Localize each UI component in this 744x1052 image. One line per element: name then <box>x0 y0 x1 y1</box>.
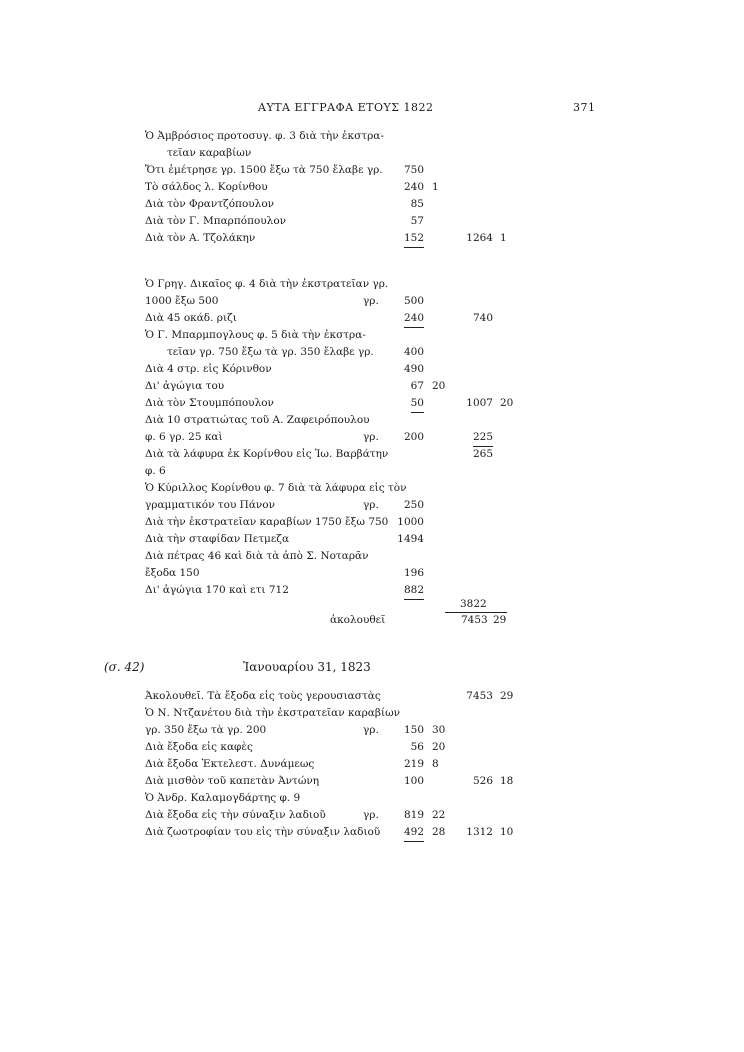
total-fraction: 20 <box>500 397 514 409</box>
total-amount: 7453 <box>466 690 493 702</box>
entry-text: Ἀκολουθεῖ. Τὰ ἔξοδα εἰς τοὺς γερουσιαστὰς <box>145 690 381 702</box>
ledger-row <box>145 230 545 247</box>
ledger-row <box>145 162 545 179</box>
ledger-row <box>145 395 545 412</box>
amount: 400 <box>403 346 424 358</box>
entry-text: Ὁ Κύριλλος Κορίνθου φ. 7 διὰ τὰ λάφυρα εἰς τὸν <box>145 482 407 494</box>
currency-label: γρ. <box>363 499 379 511</box>
amount: 196 <box>403 567 424 579</box>
entry-text: Ὅτι ἐμέτρησε γρ. 1500 ἔξω τὰ 750 ἔλαβε γρ. <box>145 164 383 176</box>
amount-fraction: 20 <box>432 741 446 753</box>
running-header: ΑΥΤΑ ΕΓΓΡΑΦΑ ΕΤΟΥΣ 1822 <box>258 101 434 114</box>
entry-text: Διὰ 4 στρ. εἰς Κόρινθον <box>145 363 272 375</box>
total-amount: 526 <box>472 775 493 787</box>
entry-text: Ὁ Ἀνδρ. Καλαμογδάρτης φ. 9 <box>145 792 301 804</box>
amount: 882 <box>404 582 424 600</box>
ledger-row <box>145 480 545 497</box>
ledger-row <box>145 582 545 599</box>
amount: 819 <box>403 809 424 821</box>
entry-text: Ὁ Γρηγ. Δικαῖος φ. 4 διὰ τὴν ἐκστρατεῖαν γρ. <box>145 278 389 290</box>
entry-text: Διὰ τὴν σταφίδαν Πετμεζα <box>145 533 290 545</box>
ledger-block-2 <box>145 276 545 599</box>
ledger-row <box>145 344 545 361</box>
ledger-block-3 <box>145 688 545 841</box>
amount: 500 <box>403 295 424 307</box>
amount-fraction: 28 <box>432 826 446 838</box>
subtotal: 3822 <box>460 598 487 610</box>
entry-text: γρ. 350 ἔξω τὰ γρ. 200 <box>145 724 267 736</box>
amount: 152 <box>404 230 424 248</box>
page-number: 371 <box>573 101 596 114</box>
currency-label: γρ. <box>363 724 379 736</box>
entry-text: Δι' ἀγώγια του <box>145 380 225 392</box>
total-amount: 265 <box>472 448 493 460</box>
currency-label: γρ. <box>363 431 379 443</box>
ledger-row <box>145 807 545 824</box>
amount: 85 <box>410 198 424 210</box>
entry-text: τεῖαν γρ. 750 ἔξω τὰ γρ. 350 ἔλαβε γρ. <box>167 346 374 358</box>
amount-fraction: 20 <box>432 380 446 392</box>
amount: 250 <box>403 499 424 511</box>
entry-text: Διὰ ζωοτροφίαν του εἰς τὴν σύναξιν λαδιοῦ <box>145 826 381 838</box>
amount: 1000 <box>397 516 424 528</box>
ledger-row <box>145 213 545 230</box>
ledger-row <box>145 824 545 841</box>
total-amount: 740 <box>472 312 493 324</box>
amount: 492 <box>404 824 424 842</box>
entry-text: Διὰ τὸν Φραντζόπουλον <box>145 198 275 210</box>
ledger-row <box>145 688 545 705</box>
amount-fraction: 22 <box>432 809 446 821</box>
entry-text: Ὁ Ἀμβρόσιος προτοσυγ. φ. 3 διὰ τὴν ἐκστρα- <box>145 130 384 142</box>
continues-amount: 7453 <box>461 614 488 626</box>
amount: 750 <box>403 164 424 176</box>
ledger-row <box>145 145 545 162</box>
amount: 219 <box>403 758 424 770</box>
continues-label: ἀκολουθεῖ <box>330 614 386 626</box>
entry-text: Διὰ 10 στρατιώτας τοῦ Α. Ζαφειρόπουλου <box>145 414 370 426</box>
entry-text: γραμματικόν του Πάνον <box>145 499 275 511</box>
ledger-row <box>145 497 545 514</box>
ledger-row <box>145 739 545 756</box>
entry-text: τεῖαν καραβίων <box>167 147 252 159</box>
total-amount: 1312 <box>466 826 493 838</box>
amount-fraction: 30 <box>432 724 446 736</box>
total-amount: 1007 <box>466 397 493 409</box>
ledger-row <box>145 276 545 293</box>
ledger-row <box>145 463 545 480</box>
entry-text: Διὰ 45 οκάδ. ριζι <box>145 312 237 324</box>
amount: 67 <box>410 380 424 392</box>
currency-label: γρ. <box>363 295 379 307</box>
amount: 490 <box>403 363 424 375</box>
entry-text: Ὁ Γ. Μπαρμπογλους φ. 5 διὰ τὴν ἐκστρα- <box>145 329 366 341</box>
ledger-row <box>145 128 545 145</box>
amount-fraction: 1 <box>432 181 439 193</box>
entry-text: Διὰ ἔξοδα Ἐκτελεστ. Δυνάμεως <box>145 758 315 770</box>
amount: 1494 <box>397 533 424 545</box>
entry-text: Διὰ πέτρας 46 καὶ διὰ τὰ ἀπὸ Σ. Νοταρᾶν <box>145 550 369 562</box>
total-amount: 1264 <box>466 232 493 244</box>
ledger-row <box>145 378 545 395</box>
amount: 150 <box>403 724 424 736</box>
total-fraction: 18 <box>500 775 514 787</box>
amount: 50 <box>411 395 424 413</box>
entry-text: Διὰ τὰ λάφυρα ἐκ Κορίνθου εἰς Ἰω. Βαρβάτην <box>145 448 389 460</box>
currency-label: γρ. <box>363 809 379 821</box>
ledger-row <box>145 756 545 773</box>
ledger-row <box>145 179 545 196</box>
ledger-row <box>145 548 545 565</box>
entry-text: Διὰ τὸν Γ. Μπαρπόπουλον <box>145 215 287 227</box>
amount: 240 <box>404 310 424 328</box>
entry-text: Διὰ ἔξοδα εἰς καφὲς <box>145 741 253 753</box>
amount: 57 <box>410 215 424 227</box>
entry-text: φ. 6 <box>145 465 166 477</box>
amount-fraction: 8 <box>432 758 439 770</box>
entry-text: Τὸ σάλδος λ. Κορίνθου <box>145 181 268 193</box>
entry-text: Διὰ μισθὸν τοῦ καπετὰν Ἀντώνη <box>145 775 320 787</box>
ledger-row <box>145 310 545 327</box>
entry-text: Ὁ Ν. Ντζανέτου διὰ τὴν ἐκστρατεῖαν καραβίων <box>145 707 401 719</box>
total-fraction: 10 <box>500 826 514 838</box>
total-fraction: 29 <box>500 690 514 702</box>
ledger-row <box>145 293 545 310</box>
ledger-row <box>145 790 545 807</box>
ledger-row <box>145 361 545 378</box>
ledger-row <box>145 773 545 790</box>
ledger-row <box>145 196 545 213</box>
ledger-row <box>145 722 545 739</box>
total-fraction: 1 <box>500 232 507 244</box>
entry-text: φ. 6 γρ. 25 καὶ <box>145 431 223 443</box>
ledger-block-1 <box>145 128 545 247</box>
page-reference: (σ. 42) <box>104 660 145 674</box>
ledger-row <box>145 531 545 548</box>
entry-text: Διὰ τὸν Α. Τζολάκην <box>145 232 256 244</box>
ledger-row <box>145 446 545 463</box>
amount: 56 <box>410 741 424 753</box>
entry-text: Διὰ τὴν ἐκστρατεῖαν καραβίων 1750 ἔξω 750 <box>145 516 389 528</box>
amount: 100 <box>403 775 424 787</box>
sum-rule <box>445 612 507 613</box>
date-heading: Ἰανουαρίου 31, 1823 <box>243 660 371 674</box>
entry-text: 1000 ἔξω 500 <box>145 295 219 307</box>
amount: 200 <box>403 431 424 443</box>
total-amount: 225 <box>473 429 493 447</box>
ledger-row <box>145 514 545 531</box>
entry-text: Δι' ἀγώγια 170 καὶ ετι 712 <box>145 584 289 596</box>
continues-amount-fraction: 29 <box>493 614 507 626</box>
ledger-row <box>145 327 545 344</box>
entry-text: Διὰ τὸν Στουμπόπουλον <box>145 397 274 409</box>
ledger-row <box>145 705 545 722</box>
ledger-row <box>145 429 545 446</box>
entry-text: Διὰ ἔξοδα εἰς τὴν σύναξιν λαδιοῦ <box>145 809 326 821</box>
entry-text: ἔξοδα 150 <box>145 567 200 579</box>
ledger-row <box>145 412 545 429</box>
ledger-row <box>145 565 545 582</box>
amount: 240 <box>403 181 424 193</box>
